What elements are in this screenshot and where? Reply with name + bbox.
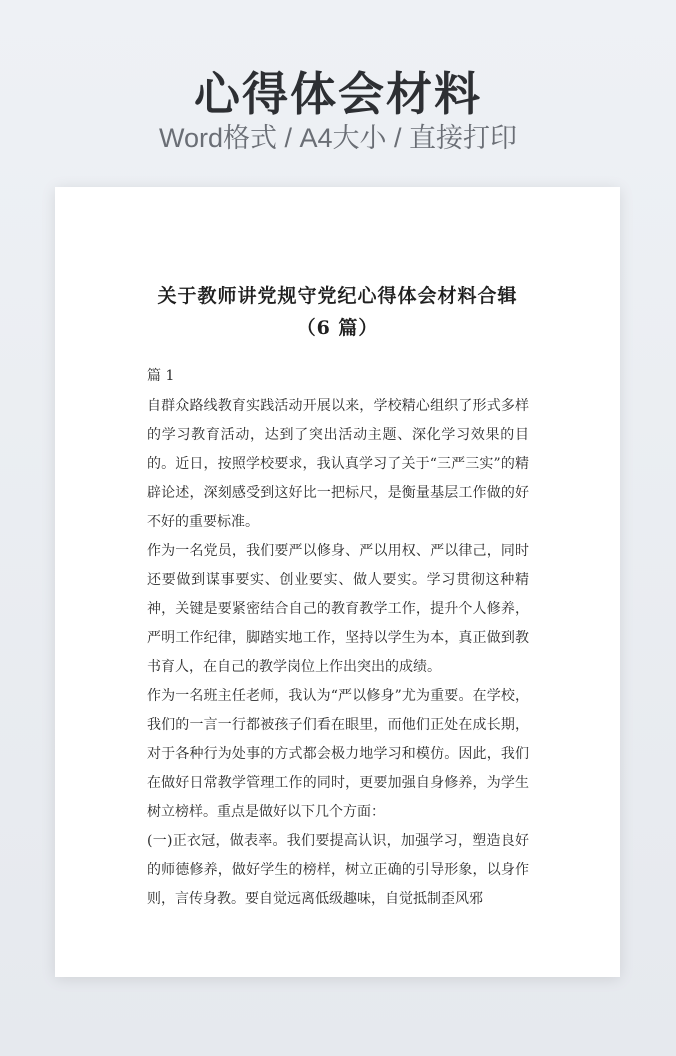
- paragraph: (一)正衣冠，做表率。我们要提高认识，加强学习，塑造良好的师德修养，做好学生的榜样，树立正确的引导形象，以身作则，言传身教。要自觉远离低级趣味，自觉抵制歪风邪: [147, 833, 529, 907]
- document-title-block: [55, 280, 620, 344]
- document-body: [147, 362, 529, 914]
- document-title: 关于教师讲党规守党纪心得体会材料合辑: [157, 285, 518, 307]
- section-label: 篇 1: [147, 368, 175, 384]
- banner-subtitle: Word格式 / A4大小 / 直接打印: [158, 123, 518, 153]
- paragraph: 作为一名班主任老师，我认为“严以修身”尤为重要。在学校，我们的一言一行都被孩子们看在眼里，而他们正处在成长期，对于各种行为处事的方式都会极力地学习和模仿。因此，我们在做好日常教学管理工作的同时，更要加强自身修养，为学生树立榜样。重点是做好以下几个方面：: [147, 688, 529, 820]
- banner-title: 心得体会材料: [194, 67, 482, 121]
- document-title-count: （6 篇）: [296, 317, 379, 339]
- paragraph: 自群众路线教育实践活动开展以来，学校精心组织了形式多样的学习教育活动，达到了突出活动主题、深化学习效果的目的。近日，按照学校要求，我认真学习了关于“三严三实”的精辟论述，深刻感受到这好比一把标尺，是衡量基层工作做的好不好的重要标准。: [147, 398, 529, 530]
- paragraph: 作为一名党员，我们要严以修身、严以用权、严以律己，同时还要做到谋事要实、创业要实、做人要实。学习贯彻这种精神，关键是要紧密结合自己的教育教学工作，提升个人修养，严明工作纪律，脚踏实地工作，坚持以学生为本，真正做到教书育人，在自己的教学岗位上作出突出的成绩。: [147, 543, 529, 675]
